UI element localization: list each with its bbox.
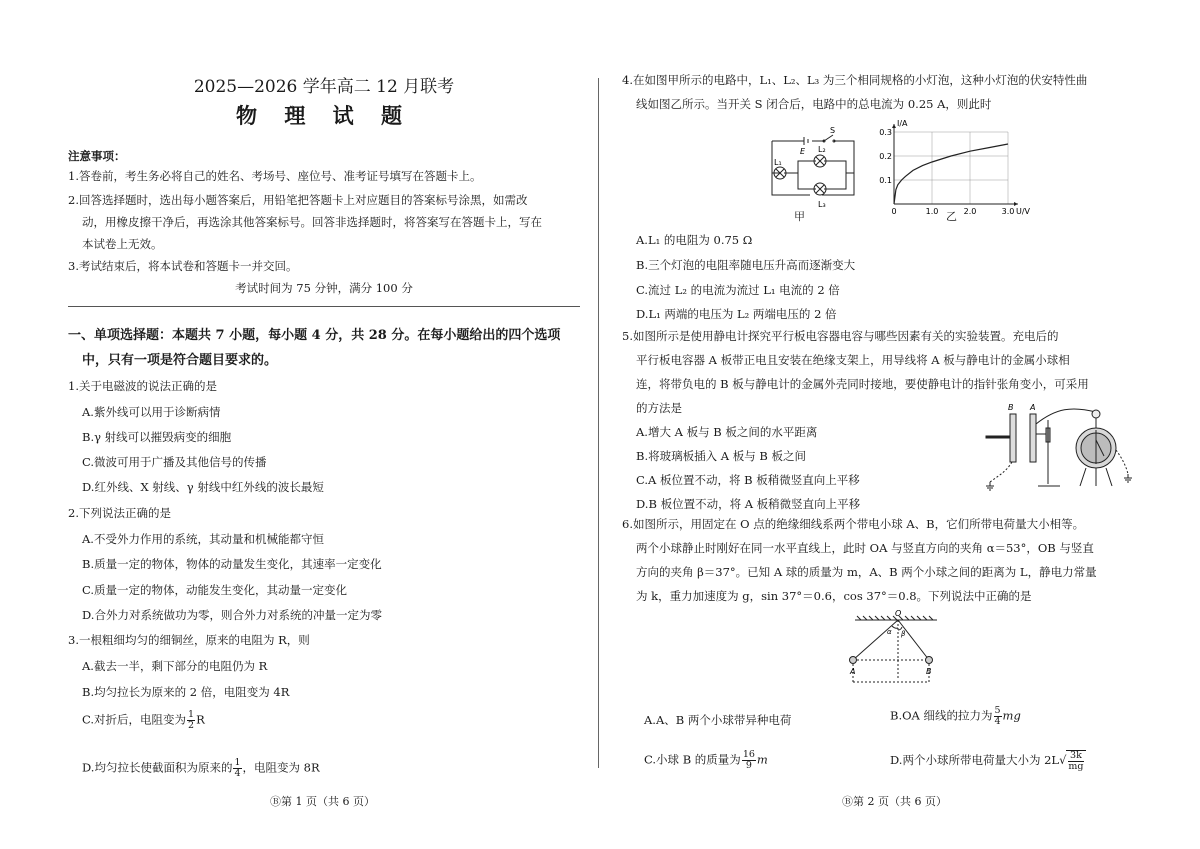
option-text: C.小球 B 的质量为 (644, 752, 741, 767)
option-text: mg (1002, 708, 1021, 723)
q1-option: B.γ 射线可以摧毁病变的细胞 (82, 430, 232, 444)
ball-b-label: B (926, 667, 932, 676)
option-text: ，电阻变为 8R (242, 760, 320, 775)
note-line: 1.答卷前，考生务必将自己的姓名、考场号、座位号、准考证号填写在答题卡上。 (68, 169, 482, 183)
numerator: 16 (742, 749, 755, 760)
q5-option: A.增大 A 板与 B 板之间的水平距离 (636, 425, 818, 439)
denominator: 9 (745, 760, 752, 771)
subject-title: 物 理 试 题 (236, 103, 412, 128)
section-heading: 一、单项选择题：本题共 7 小题，每小题 4 分，共 28 分。在每小题给出的四个选项 (68, 328, 561, 343)
page-divider (598, 78, 599, 768)
q6-option-b (890, 706, 1021, 727)
label-s: S (830, 126, 836, 135)
q4-option: A.L₁ 的电阻为 0.75 Ω (636, 233, 753, 247)
note-line: 动，用橡皮擦干净后，再选涂其他答案标号。回答非选择题时，将答案写在答题卡上，写在 (82, 215, 542, 229)
fraction (994, 706, 1002, 727)
q1-option: C.微波可用于广播及其他信号的传播 (82, 455, 267, 469)
charged-balls-diagram (841, 608, 951, 688)
chart-caption: 乙 (946, 210, 957, 223)
q5-stem: 平行板电容器 A 板带正电且安装在绝缘支架上，用导线将 A 板与静电计的金属小球相 (636, 353, 1070, 367)
q4-stem: 4.在如图甲所示的电路中，L₁、L₂、L₃ 为三个相同规格的小灯泡，这种小灯泡的伏安特性曲 (622, 73, 1088, 87)
q6-option-c (644, 750, 768, 771)
note-line: 2.回答选择题时，选出每小题答案后，用铅笔把答题卡上对应题目的答案标号涂黑，如需改 (68, 193, 528, 207)
fraction (742, 750, 756, 771)
q3-stem: 3.一根粗细均匀的细铜丝，原来的电阻为 R，则 (68, 633, 310, 647)
x-axis-arrow (1014, 202, 1018, 206)
denominator: 4 (994, 716, 1001, 727)
point-o-label: O (895, 609, 902, 618)
q6-option-a: A.A、B 两个小球带异种电荷 (644, 713, 792, 727)
option-text: B.OA 细线的拉力为 (890, 708, 993, 723)
x-tick-label: 0 (891, 207, 897, 216)
circuit-caption: 甲 (794, 210, 805, 223)
x-tick-label: 1.0 (925, 207, 939, 216)
label-l3: L₃ (818, 200, 826, 209)
q3-option-d (82, 758, 320, 779)
q2-stem: 2.下列说法正确的是 (68, 506, 171, 520)
q2-option: C.质量一定的物体，动能发生变化，其动量一定变化 (82, 583, 348, 597)
angle-beta-label: β (901, 630, 906, 638)
q1-stem: 1.关于电磁波的说法正确的是 (68, 379, 217, 393)
label-l1: L₁ (774, 158, 782, 167)
q5-stem: 的方法是 (636, 401, 682, 415)
denominator: 4 (234, 768, 241, 779)
option-text: D.两个小球所带电荷量大小为 2L (890, 753, 1060, 767)
q2-option: B.质量一定的物体，物体的动量发生变化，其速率一定变化 (82, 557, 382, 571)
page-footer: Ⓑ第 1 页（共 6 页） (270, 795, 375, 808)
q5-stem: 连，将带负电的 B 板与静电计的金属外壳同时接地，要使静电计的指针张角变小，可采用 (636, 377, 1089, 391)
note-line: 3.考试结束后，将本试卷和答题卡一并交回。 (68, 259, 298, 273)
numerator: 3k (1070, 750, 1082, 761)
x-axis-label: U/V (1016, 207, 1031, 216)
y-tick-label: 0.2 (879, 152, 892, 161)
option-text: R (196, 712, 205, 727)
chart-ticks (879, 128, 1014, 216)
q2-option: D.合外力对系统做功为零，则合外力对系统的冲量一定为零 (82, 608, 382, 622)
q6-stem: 方向的夹角 β＝37°。已知 A 球的质量为 m，A、B 两个小球之间的距离为 L，静电力常量 (636, 565, 1097, 579)
q5-stem: 5.如图所示是使用静电计探究平行板电容器电容与哪些因素有关的实验装置。充电后的 (622, 329, 1059, 343)
square-root (1066, 750, 1085, 772)
x-tick-label: 3.0 (1001, 207, 1015, 216)
q5-option: D.B 板位置不动，将 A 板稍微竖直向上平移 (636, 497, 861, 511)
fraction (1068, 751, 1083, 772)
page-footer: Ⓑ第 2 页（共 6 页） (842, 795, 947, 808)
q2-option: A.不受外力作用的系统，其动量和机械能都守恒 (82, 532, 324, 546)
numerator: 5 (994, 705, 1001, 716)
q6-stem: 为 k，重力加速度为 g，sin 37°＝0.6，cos 37°＝0.8。下列说法中正确的是 (636, 589, 1032, 603)
q3-option-b: B.均匀拉长为原来的 2 倍，电阻变为 4R (82, 685, 290, 699)
time-score: 考试时间为 75 分钟，满分 100 分 (235, 281, 413, 295)
series-line (894, 144, 1008, 204)
q3-option-a: A.截去一半，剩下部分的电阻仍为 R (82, 659, 268, 673)
electrometer-apparatus (976, 400, 1134, 496)
q6-stem: 6.如图所示，用固定在 O 点的绝缘细线系两个带电小球 A、B，它们所带电荷量大小相等。 (622, 517, 1085, 531)
chart-axes (892, 124, 1018, 206)
option-text: C.对折后，电阻变为 (82, 712, 187, 727)
denominator: mg (1068, 761, 1084, 772)
exam-title: 2025—2026 学年高二 12 月联考 (193, 77, 455, 97)
angle-alpha-label: α (887, 628, 892, 636)
plate-b-label: B (1008, 403, 1014, 412)
option-text: D.均匀拉长使截面积为原来的 (82, 760, 233, 775)
notes-heading: 注意事项： (68, 149, 126, 163)
chart-grid (894, 132, 1008, 204)
q6-stem: 两个小球静止时刚好在同一水平直线上，此时 OA 与竖直方向的夹角 α＝53°，OB 与竖直 (636, 541, 1094, 555)
section-divider (68, 306, 580, 307)
y-tick-label: 0.1 (879, 176, 892, 185)
q4-option: C.流过 L₂ 的电流为流过 L₁ 电流的 2 倍 (636, 283, 840, 297)
q1-option: D.红外线、X 射线、γ 射线中红外线的波长最短 (82, 480, 324, 494)
q1-option: A.紫外线可以用于诊断病情 (82, 405, 221, 419)
x-tick-label: 2.0 (963, 207, 977, 216)
q5-option: C.A 板位置不动，将 B 板稍微竖直向上平移 (636, 473, 860, 487)
numerator: 1 (234, 757, 241, 768)
plate-a-label: A (1030, 403, 1036, 412)
fraction (187, 710, 195, 731)
y-axis-arrow (892, 124, 896, 128)
fraction (233, 758, 241, 779)
numerator: 1 (188, 709, 195, 720)
q6-option-d: D.两个小球所带电荷量大小为 2L√ $\frac{3k}{mg}$ (890, 750, 1084, 772)
y-axis-label: I/A (897, 119, 908, 128)
note-line: 本试卷上无效。 (82, 237, 163, 251)
q5-option: B.将玻璃板插入 A 板与 B 板之间 (636, 449, 806, 463)
label-l2: L₂ (818, 145, 826, 154)
q4-stem: 线如图乙所示。当开关 S 闭合后，电路中的总电流为 0.25 A，则此时 (636, 97, 992, 111)
q3-option-c (82, 710, 205, 731)
circuit-diagram (766, 125, 866, 215)
denominator: 2 (188, 720, 195, 731)
option-text: m (756, 752, 768, 767)
q4-option: B.三个灯泡的电阻率随电压升高而逐渐变大 (636, 258, 856, 272)
label-e: E (800, 147, 806, 156)
ball-a-label: A (850, 667, 856, 676)
section-heading: 中，只有一项是符合题目要求的。 (82, 353, 278, 368)
y-tick-label: 0.3 (879, 128, 892, 137)
q4-option: D.L₁ 两端的电压为 L₂ 两端电压的 2 倍 (636, 307, 837, 321)
